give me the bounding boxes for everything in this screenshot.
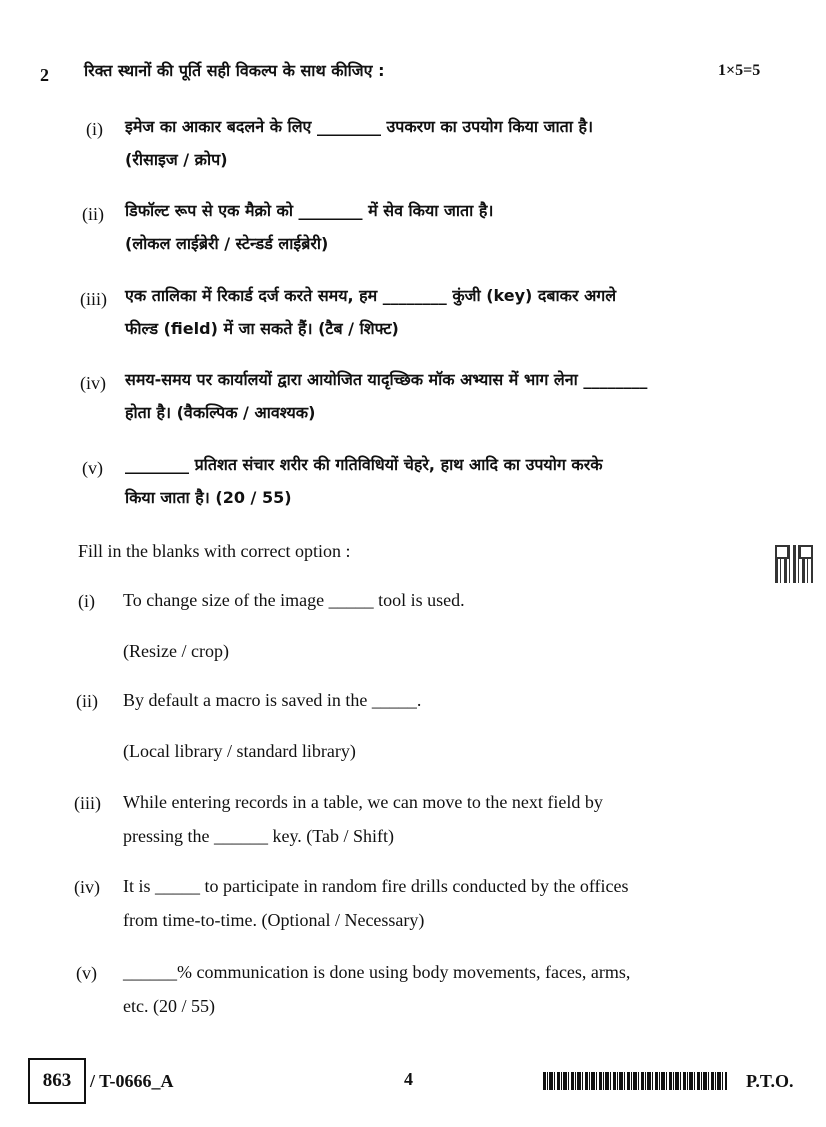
item-text: इमेज का आकार बदलने के लिए ________ उपकरण का उपयोग किया जाता है। — [125, 117, 594, 136]
marks: 1×5=5 — [718, 62, 761, 79]
hindi-heading: रिक्त स्थानों की पूर्ति सही विकल्प के साथ कीजिए : — [84, 61, 385, 80]
item-label: (iv) — [74, 877, 100, 897]
item-text: While entering records in a table, we can move to the next field by — [123, 792, 603, 812]
item-options: etc. (20 / 55) — [123, 996, 215, 1016]
item-label: (ii) — [76, 691, 98, 711]
item-label: (v) — [76, 963, 97, 983]
item-text: डिफॉल्ट रूप से एक मैक्रो को ________ में सेव किया जाता है। — [125, 201, 494, 220]
item-options: (Local library / standard library) — [123, 741, 356, 761]
item-options: (रीसाइज / क्रोप) — [125, 150, 228, 169]
page-number: 4 — [404, 1069, 413, 1089]
qr-code — [775, 545, 813, 583]
item-label: (iii) — [74, 793, 101, 813]
item-text: ________ प्रतिशत संचार शरीर की गतिविधियों चेहरे, हाथ आदि का उपयोग करके — [125, 455, 603, 474]
item-options: (Resize / crop) — [123, 641, 229, 661]
question-number: 2 — [40, 65, 49, 85]
item-text: ______% communication is done using body movements, faces, arms, — [123, 962, 631, 982]
english-heading: Fill in the blanks with correct option : — [78, 541, 351, 561]
item-text: To change size of the image _____ tool is used. — [123, 590, 465, 610]
item-label: (v) — [82, 458, 103, 478]
item-options: किया जाता है। (20 / 55) — [125, 488, 292, 507]
paper-code-box: 863 — [28, 1058, 86, 1104]
item-options: फील्ड (field) में जा सकते हैं। (टैब / शिफ्ट) — [125, 319, 399, 338]
barcode — [543, 1072, 727, 1090]
item-label: (ii) — [82, 204, 104, 224]
item-text: एक तालिका में रिकार्ड दर्ज करते समय, हम ________ कुंजी (key) दबाकर अगले — [125, 286, 617, 305]
item-label: (iii) — [80, 289, 107, 309]
item-text: It is _____ to participate in random fire drills conducted by the offices — [123, 876, 629, 896]
item-options: (लोकल लाईब्रेरी / स्टेन्डर्ड लाईब्रेरी) — [125, 234, 329, 253]
item-label: (i) — [78, 591, 95, 611]
pto-label: P.T.O. — [746, 1071, 794, 1091]
item-label: (i) — [86, 119, 103, 139]
item-label: (iv) — [80, 373, 106, 393]
item-text: By default a macro is saved in the _____. — [123, 690, 422, 710]
item-options: from time-to-time. (Optional / Necessary) — [123, 910, 425, 930]
item-text: समय-समय पर कार्यालयों द्वारा आयोजित यादृच्छिक मॉक अभ्यास में भाग लेना ________ — [125, 370, 648, 389]
item-options: pressing the ______ key. (Tab / Shift) — [123, 826, 395, 846]
item-options: होता है। (वैकल्पिक / आवश्यक) — [125, 403, 316, 422]
series-code: / T-0666_A — [90, 1071, 174, 1091]
